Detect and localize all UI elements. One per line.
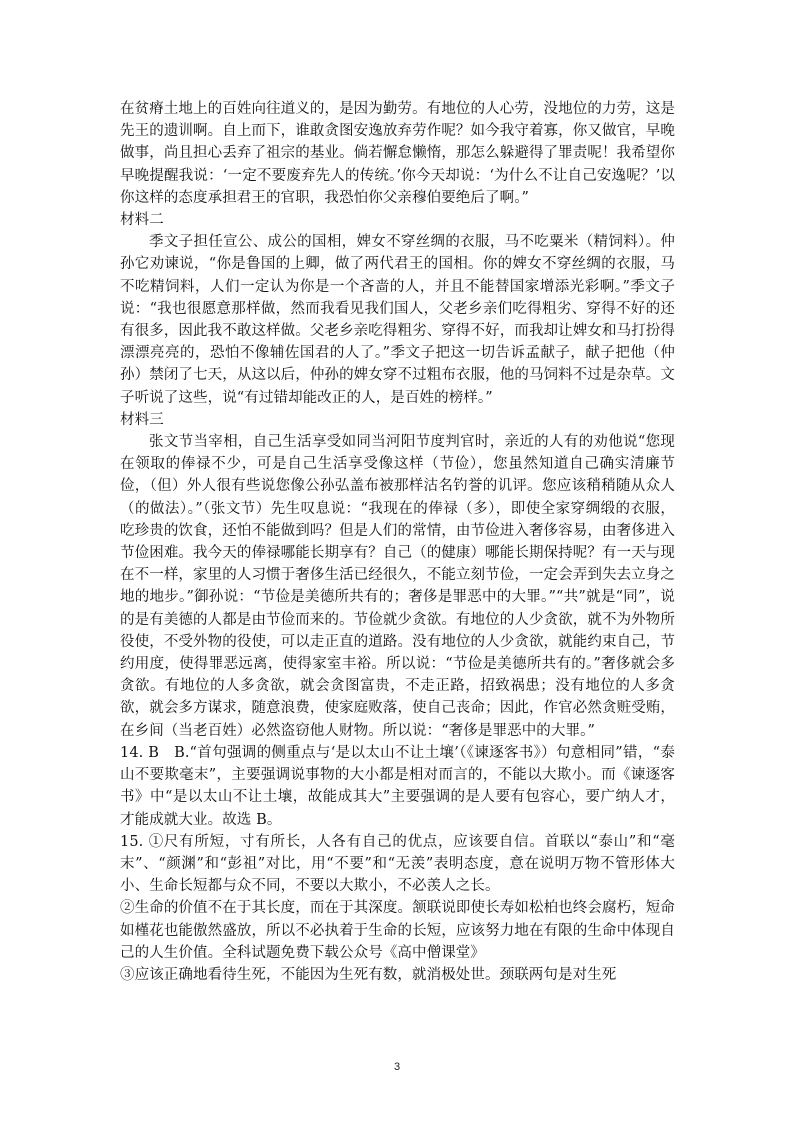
document-body (120, 98, 675, 986)
material3-heading: 材料三 (120, 411, 164, 428)
answer-15-point-3: ③应该正确地看待生死，不能因为生死有数，就消极处世。颈联两句是对生死 (120, 966, 617, 983)
material2-paragraph: 季文子担任宣公、成公的国相，婢女不穿丝绸的衣服，马不吃粟米（精饲料）。仲孙它劝谏说，“你是鲁国的上卿，做了两代君王的国相。你的婢女不穿丝绸的衣服，马不吃精饲料，人们一定认为你是一个吝啬的人，并且不能替国家增添光彩啊。”季文子说：“我也很愿意那样做，然而我看见我们国人，父老乡亲们吃得粗劣、穿得不好的还有很多，因此我不敢这样做。父老乡亲吃得粗劣、穿得不好，而我却让婢女和马打扮得漂漂亮亮的，恐怕不像辅佐国君的人了。”季文子把这一切告诉孟献子，献子把他（仲孙）禁闭了七天，从这以后，仲孙的婢女穿不过粗布衣服，他的马饲料不过是杂草。文子听说了这些，说“有过错却能改正的人，是百姓的榜样。” (120, 234, 675, 406)
intro-paragraph: 在贫瘠土地上的百姓向往道义的，是因为勤劳。有地位的人心劳，没地位的力劳，这是先王的遗训啊。自上而下，谁敢贪图安逸放弃劳作呢？如今我守着寡，你又做官，早晚做事，尚且担心丢弃了祖宗的基业。倘若懈怠懒惰，那怎么躲避得了罪责呢！我希望你早晚提醒我说：‘一定不要废弃先人的传统。’你今天却说：‘为什么不让自己安逸呢？’以你这样的态度承担君王的官职，我恐怕你父亲穆伯要绝后了啊。” (120, 101, 675, 206)
answer-14: 14. B B.“首句强调的侧重点与‘是以太山不让土壤’（《谏逐客书》）句意相同”错，“泰山不要欺毫末”，主要强调说事物的大小都是相对而言的，不能以大欺小。而《谏逐客书》中“是以太山不让土壤，故能成其大”主要强调的是人要有包容心，要广纳人才，才能成就大业。故选 B。 (120, 744, 675, 828)
answer-15-point-1: 15. ①尺有所短，寸有所长，人各有自己的优点，应该要自信。首联以“泰山”和“毫末”、“颜渊”和“彭祖”对比，用“不要”和“无羡”表明态度，意在说明万物不管形体大小、生命长短都与众不同，不要以大欺小，不必羡人之长。 (120, 833, 675, 895)
answer-15-point-2: ②生命的价值不在于其长度，而在于其深度。颔联说即使长寿如松柏也终会腐朽，短命如槿花也能傲然盛放，所以不必执着于生命的长短，应该努力地在有限的生命中体现自己的人生价值。全科试题免费下载公众号《高中僧课堂》 (120, 900, 675, 961)
page-number: 3 (393, 1061, 401, 1073)
material3-paragraph: 张文节当宰相，自己生活享受如同当河阳节度判官时，亲近的人有的劝他说“您现在领取的俸禄不少，可是自己生活享受像这样（节俭），您虽然知道自己确实清廉节俭，（但）外人很有些说您像公孙弘盖布被那样沽名钓誉的讥评。您应该稍稍随从众人（的做法）。”（张文节）先生叹息说：“我现在的俸禄（多），即使全家穿绸缎的衣服，吃珍贵的饮食，还怕不能做到吗？但是人们的常情，由节俭进入奢侈容易，由奢侈进入节俭困难。我今天的俸禄哪能长期享有？自己（的健康）哪能长期保持呢？有一天与现在不一样，家里的人习惯于奢侈生活已经很久，不能立刻节俭，一定会弄到失去立身之地的地步。”御孙说：“节俭是美德所共有的；奢侈是罪恶中的大罪。”“共”就是“同”，说的是有美德的人都是由节俭而来的。节俭就少贪欲。有地位的人少贪欲，就不为外物所役使，不受外物的役使，可以走正直的道路。没有地位的人少贪欲，就能约束自己，节约用度，使得罪恶远离，使得家室丰裕。所以说：“节俭是美德所共有的。”奢侈就会多贪欲。有地位的人多贪欲，就会贪图富贵，不走正路，招致祸患；没有地位的人多贪欲，就会多方谋求，随意浪费，使家庭败落，使自己丧命；因此，作官必然贪赃受贿，在乡间（当老百姓）必然盗窃他人财物。所以说：“奢侈是罪恶中的大罪。” (120, 434, 675, 739)
material2-heading: 材料二 (120, 212, 164, 229)
